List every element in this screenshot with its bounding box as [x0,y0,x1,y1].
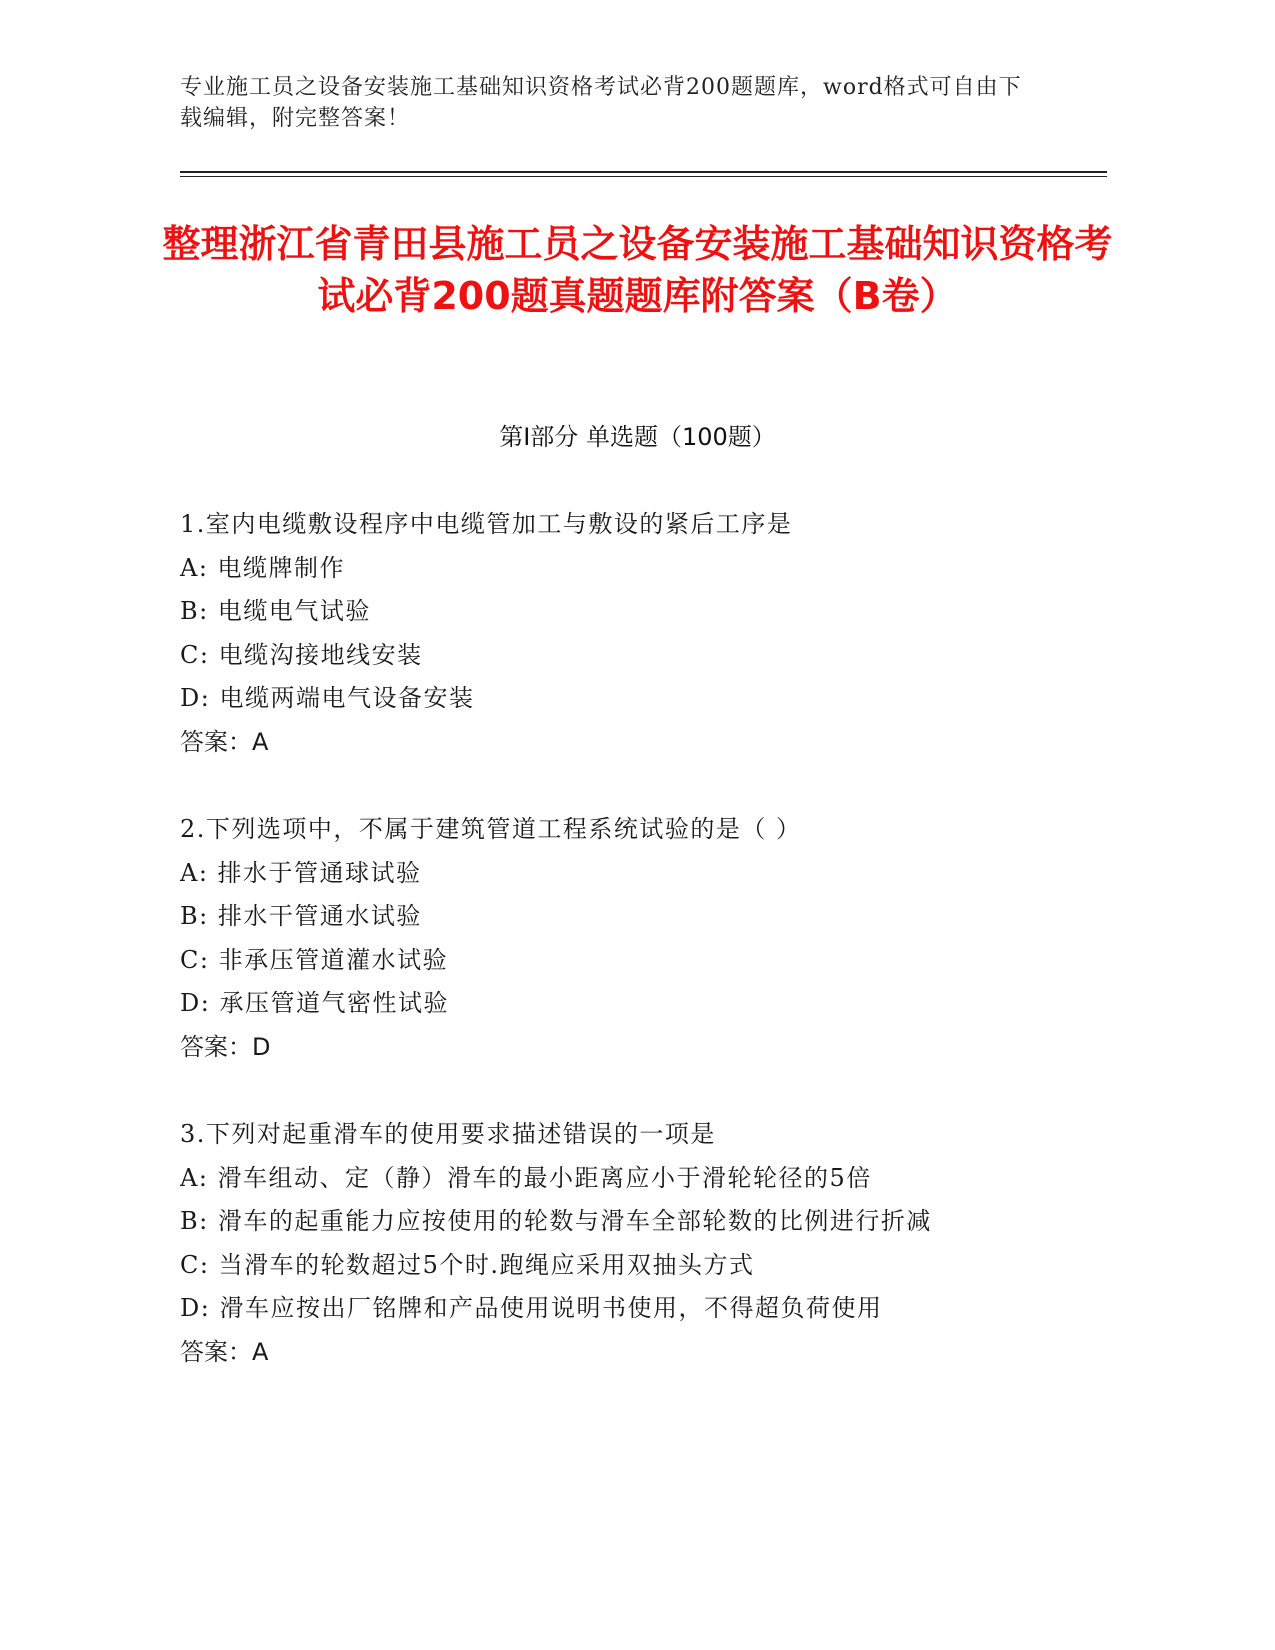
option-c: C: 电缆沟接地线安装 [180,640,423,669]
section-heading: 第I部分 单选题（100题） [499,423,776,451]
question-stem: 1.室内电缆敷设程序中电缆管加工与敷设的紧后工序是 [180,510,793,538]
option-c: C: 非承压管道灌水试验 [180,945,449,974]
option-b: B: 电缆电气试验 [180,597,371,625]
option-d: D: 承压管道气密性试验 [180,989,449,1017]
question-3 [180,1113,1080,1374]
option-c: C: 当滑车的轮数超过5个时.跑绳应采用双抽头方式 [180,1250,755,1279]
question-stem: 3.下列对起重滑车的使用要求描述错误的一项是 [180,1120,716,1148]
option-a: A: 电缆牌制作 [180,553,346,582]
question-1 [180,503,1080,764]
answer-line: 答案：A [180,727,269,756]
header-divider-thin [180,176,1107,177]
option-d: D: 滑车应按出厂铭牌和产品使用说明书使用，不得超负荷使用 [180,1294,883,1322]
option-b: B: 滑车的起重能力应按使用的轮数与滑车全部轮数的比例进行折减 [180,1207,932,1235]
answer-line: 答案：D [180,1032,271,1061]
header-divider-thick [180,171,1107,173]
question-2 [180,808,1080,1069]
option-b: B: 排水干管通水试验 [180,902,422,930]
option-a: A: 滑车组动、定（静）滑车的最小距离应小于滑轮轮径的5倍 [180,1163,872,1192]
option-d: D: 电缆两端电气设备安装 [180,684,475,712]
document-title: 整理浙江省青田县施工员之设备安装施工基础知识资格考试必背200题真题题库附答案（B卷） [162,222,1113,318]
header-note: 专业施工员之设备安装施工基础知识资格考试必背200题题库，word格式可自由下载编辑，附完整答案！ [180,75,1022,131]
answer-line: 答案：A [180,1337,269,1366]
option-a: A: 排水于管通球试验 [180,858,422,887]
question-stem: 2.下列选项中，不属于建筑管道工程系统试验的是（ ） [180,815,802,843]
